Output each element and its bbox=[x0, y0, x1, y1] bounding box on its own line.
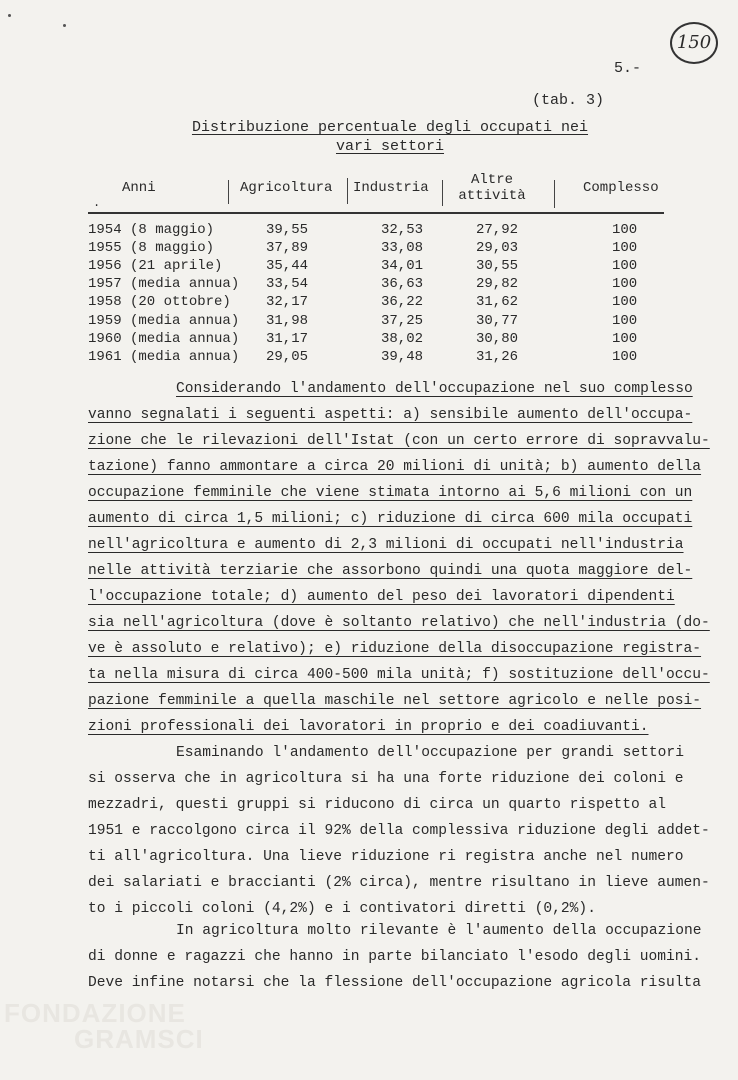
scan-speck bbox=[63, 24, 66, 27]
paragraph-line bbox=[88, 766, 708, 792]
cell-ind: 38,02 bbox=[381, 330, 424, 347]
table-row bbox=[88, 258, 664, 276]
table-row bbox=[88, 313, 664, 331]
cell-ind: 33,08 bbox=[381, 240, 424, 257]
col-divider bbox=[442, 180, 443, 206]
paragraph-line bbox=[88, 844, 708, 870]
table-row bbox=[88, 349, 664, 367]
cell-year: 1955 (8 maggio) bbox=[88, 240, 215, 257]
text-line: tazione) fanno ammontare a circa 20 milioni di unità; b) aumento della bbox=[88, 459, 702, 475]
cell-total: 100 bbox=[612, 258, 638, 275]
text-line: Considerando l'andamento dell'occupazione nel suo complesso bbox=[176, 381, 693, 397]
cell-agri: 39,55 bbox=[266, 222, 309, 238]
cell-ind: 36,22 bbox=[381, 294, 424, 311]
cell-other: 31,26 bbox=[476, 348, 519, 365]
text-line: to i piccoli coloni (4,2%) e i contivatori diretti (0,2%). bbox=[88, 901, 596, 917]
cell-other: 29,82 bbox=[476, 276, 519, 293]
paragraph-2 bbox=[88, 740, 708, 922]
paragraph-line bbox=[88, 792, 708, 818]
watermark-line1: FONDAZIONE bbox=[4, 998, 186, 1028]
paragraph-line bbox=[88, 454, 708, 480]
cell-year: 1961 (media annua) bbox=[88, 348, 240, 365]
table-row bbox=[88, 294, 664, 312]
paragraph-line bbox=[88, 506, 708, 532]
text-line: si osserva che in agricoltura si ha una forte riduzione dei coloni e bbox=[88, 771, 684, 787]
col-divider bbox=[228, 180, 229, 204]
text-line: vanno segnalati i seguenti aspetti: a) sensibile aumento dell'occupa- bbox=[88, 407, 693, 423]
scan-speck bbox=[8, 14, 11, 17]
cell-other: 30,77 bbox=[476, 312, 519, 329]
page-number: 5.- bbox=[614, 60, 642, 77]
paragraph-line bbox=[88, 376, 708, 402]
paragraph-line bbox=[88, 944, 708, 970]
paragraph-3 bbox=[88, 918, 708, 996]
cell-ind: 37,25 bbox=[381, 312, 424, 329]
text-line: zione che le rilevazioni dell'Istat (con un certo errore di sopravvalu- bbox=[88, 433, 710, 449]
table-title-line2 bbox=[150, 137, 630, 156]
page-stamp: 150 bbox=[670, 22, 718, 64]
watermark bbox=[4, 1000, 204, 1052]
text-line: Esaminando l'andamento dell'occupazione per grandi settori bbox=[176, 745, 684, 761]
cell-agri: 29,05 bbox=[266, 348, 309, 365]
paragraph-line bbox=[88, 918, 708, 944]
table-reference: (tab. 3) bbox=[532, 92, 605, 109]
paragraph-line bbox=[88, 662, 708, 688]
text-line: Deve infine notarsi che la flessione dell'occupazione agricola risulta bbox=[88, 975, 702, 991]
text-line: aumento di circa 1,5 milioni; c) riduzione di circa 600 mila occupati bbox=[88, 511, 693, 527]
cell-other: 30,80 bbox=[476, 330, 519, 347]
paragraph-line bbox=[88, 818, 708, 844]
paragraph-line bbox=[88, 558, 708, 584]
text-line: dei salariati e braccianti (2% circa), mentre risultano in lieve aumen- bbox=[88, 875, 710, 891]
text-line: occupazione femminile che viene stimata intorno ai 5,6 milioni con un bbox=[88, 485, 693, 501]
cell-ind: 34,01 bbox=[381, 258, 424, 275]
paragraph-1 bbox=[88, 376, 708, 740]
col-header-agriculture: Agricoltura bbox=[240, 180, 333, 196]
cell-other: 29,03 bbox=[476, 240, 519, 257]
paragraph-line bbox=[88, 714, 708, 740]
col-header-total: Complesso bbox=[583, 180, 659, 196]
paragraph-line bbox=[88, 480, 708, 506]
cell-year: 1954 (8 maggio) bbox=[88, 222, 215, 238]
table-title-line1: Distribuzione percentuale degli occupati nei bbox=[191, 119, 589, 136]
cell-total: 100 bbox=[612, 276, 638, 293]
text-line: ta nella misura di circa 400-500 mila unità; f) sostituzione dell'occu- bbox=[88, 667, 710, 683]
col-header-other-line2: attività bbox=[458, 188, 526, 204]
paragraph-line bbox=[88, 402, 708, 428]
cell-total: 100 bbox=[612, 294, 638, 311]
text-line: In agricoltura molto rilevante è l'aumento della occupazione bbox=[176, 923, 702, 939]
watermark-line2: GRAMSCI bbox=[74, 1024, 204, 1054]
paragraph-line bbox=[88, 970, 708, 996]
cell-year: 1956 (21 aprile) bbox=[88, 258, 223, 275]
cell-total: 100 bbox=[612, 312, 638, 329]
cell-other: 27,92 bbox=[476, 222, 519, 238]
cell-agri: 31,98 bbox=[266, 312, 309, 329]
text-line: mezzadri, questi gruppi si riducono di circa un quarto rispetto al bbox=[88, 797, 667, 813]
cell-agri: 35,44 bbox=[266, 258, 309, 275]
cell-year: 1958 (20 ottobre) bbox=[88, 294, 231, 311]
cell-year: 1960 (media annua) bbox=[88, 330, 240, 347]
paragraph-line bbox=[88, 532, 708, 558]
table-title-line2-text: vari settori bbox=[335, 138, 445, 155]
cell-other: 30,55 bbox=[476, 258, 519, 275]
table-header-rule bbox=[88, 212, 664, 214]
text-line: zioni professionali dei lavoratori in proprio e dei coadiuvanti. bbox=[88, 719, 649, 735]
paragraph-line bbox=[88, 428, 708, 454]
cell-year: 1959 (media annua) bbox=[88, 312, 240, 329]
cell-agri: 33,54 bbox=[266, 276, 309, 293]
col-header-other-line1: Altre bbox=[470, 172, 513, 188]
cell-agri: 32,17 bbox=[266, 294, 309, 311]
text-line: nelle attività terziarie che assorbono quindi una quota maggiore del- bbox=[88, 563, 693, 579]
col-header-year: Anni bbox=[122, 180, 156, 196]
cell-agri: 37,89 bbox=[266, 240, 309, 257]
paragraph-line bbox=[88, 688, 708, 714]
text-line: 1951 e raccolgono circa il 92% della complessiva riduzione degli addet- bbox=[88, 823, 710, 839]
cell-ind: 32,53 bbox=[381, 222, 424, 238]
paragraph-line bbox=[88, 740, 708, 766]
cell-total: 100 bbox=[612, 222, 638, 238]
cell-other: 31,62 bbox=[476, 294, 519, 311]
header-dot: . bbox=[93, 196, 101, 210]
text-line: sia nell'agricoltura (dove è soltanto relativo) che nell'industria (do- bbox=[88, 615, 710, 631]
cell-total: 100 bbox=[612, 348, 638, 365]
text-line: l'occupazione totale; d) aumento del peso dei lavoratori dipendenti bbox=[88, 589, 675, 605]
cell-agri: 31,17 bbox=[266, 330, 309, 347]
table-row bbox=[88, 240, 664, 258]
col-header-other bbox=[456, 172, 528, 204]
paragraph-line bbox=[88, 584, 708, 610]
paragraph-line bbox=[88, 870, 708, 896]
cell-ind: 39,48 bbox=[381, 348, 424, 365]
col-divider bbox=[554, 180, 555, 208]
paragraph-line bbox=[88, 636, 708, 662]
col-divider bbox=[347, 178, 348, 204]
table-row bbox=[88, 276, 664, 294]
table-row bbox=[88, 222, 664, 240]
cell-year: 1957 (media annua) bbox=[88, 276, 240, 293]
text-line: ti all'agricoltura. Una lieve riduzione ri registra anche nel numero bbox=[88, 849, 684, 865]
cell-total: 100 bbox=[612, 240, 638, 257]
text-line: ve è assoluto e relativo); e) riduzione della disoccupazione registra- bbox=[88, 641, 702, 657]
paragraph-line bbox=[88, 610, 708, 636]
col-header-industry: Industria bbox=[353, 180, 429, 196]
cell-total: 100 bbox=[612, 330, 638, 347]
text-line: pazione femminile a quella maschile nel settore agricolo e nelle posi- bbox=[88, 693, 702, 709]
table-row bbox=[88, 331, 664, 349]
text-line: nell'agricoltura e aumento di 2,3 milioni di occupati nell'industria bbox=[88, 537, 684, 553]
text-line: di donne e ragazzi che hanno in parte bilanciato l'esodo degli uomini. bbox=[88, 949, 702, 965]
cell-ind: 36,63 bbox=[381, 276, 424, 293]
